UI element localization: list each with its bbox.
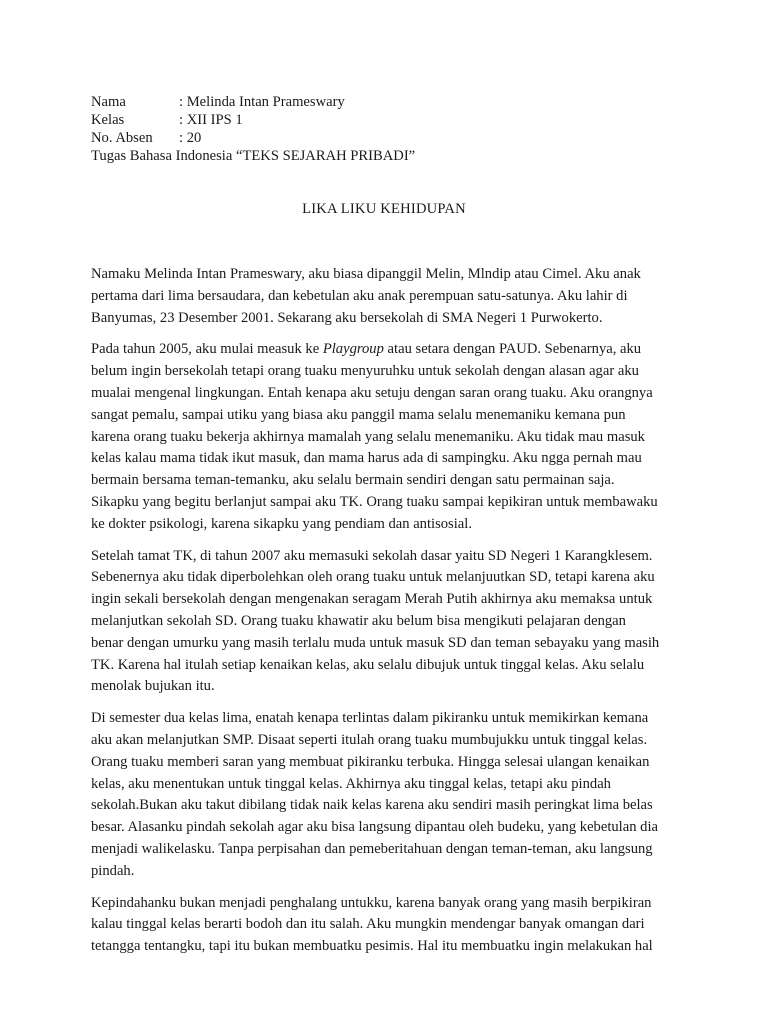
text-line: Sebenernya aku tidak diperbolehkan oleh orang tuaku untuk melanjuutkan SD, tetapi karena aku — [91, 569, 655, 586]
document-title: LIKA LIKU KEHIDUPAN — [302, 201, 466, 217]
text-line: besar. Alasanku pindah sekolah agar aku bisa langsung dipantau oleh budeku, yang kebetulan dia — [91, 819, 658, 836]
text-line: pertama dari lima bersaudara, dan kebetulan aku anak perempuan satu-satunya. Aku lahir di — [91, 287, 628, 304]
text-line: mualai mengenal lingkungan. Entah kenapa aku setuju dengan saran orang tuaku. Aku orangnya — [91, 384, 653, 401]
text-line: belum ingin bersekolah tetapi orang tuaku menyuruhku untuk sekolah dengan alasan agar aku — [91, 363, 639, 380]
text-line: ke dokter psikologi, karena sikapku yang pendiam dan antisosial. — [91, 515, 472, 532]
text-line: Kepindahanku bukan menjadi penghalang untukku, karena banyak orang yang masih berpikiran — [91, 894, 652, 911]
text-line: Banyumas, 23 Desember 2001. Sekarang aku bersekolah di SMA Negeri 1 Purwokerto. — [91, 309, 603, 326]
paragraph-1 — [91, 264, 691, 329]
text-line — [91, 339, 691, 361]
text-line: Orang tuaku memberi saran yang membuat pikiranku terbuka. Hingga selesai ulangan kenaikan — [91, 753, 650, 770]
body-text — [91, 264, 691, 968]
paragraph-4 — [91, 708, 691, 882]
text-line: pindah. — [91, 862, 135, 879]
info-row-absen — [91, 129, 415, 147]
text-line: bermain bersama teman-temanku, aku selalu bermain sendiri dengan satu permainan saja. — [91, 472, 615, 489]
text-line: Sikapku yang begitu berlanjut sampai aku TK. Orang tuaku sampai kepikiran untuk membawaku — [91, 493, 658, 510]
paragraph-2 — [91, 339, 691, 535]
name-value: : Melinda Intan Prameswary — [179, 94, 345, 110]
info-row-name — [91, 93, 415, 111]
paragraph-3 — [91, 546, 691, 699]
name-label: Nama — [91, 94, 126, 110]
text-line: menolak bujukan itu. — [91, 678, 215, 695]
text-line: sangat pemalu, sampai utiku yang biasa aku panggil mama selalu menemaniku kemana pun — [91, 406, 626, 423]
text-line: kelas kalau mama tidak ikut masuk, dan mama harus ada di sampingku. Aku ngga pernah mau — [91, 450, 642, 467]
text-line: sekolah.Bukan aku takut dibilang tidak naik kelas karena aku sendiri masih peringkat lima belas — [91, 797, 653, 814]
text-line: benar dengan umurku yang masih terlalu muda untuk masuk SD dan teman sebayaku yang masih — [91, 634, 660, 651]
absen-label: No. Absen — [91, 130, 153, 146]
text-line: TK. Karena hal itulah setiap kenaikan kelas, aku selalu dibujuk untuk tinggal kelas. Aku selalu — [91, 656, 645, 673]
text-line: karena orang tuaku bekerja akhirnya mamalah yang selalu menemaniku. Aku tidak mau masuk — [91, 428, 645, 445]
class-label: Kelas — [91, 112, 125, 128]
text-line: tetangga tentangku, tapi itu bukan membuatku pesimis. Hal itu membuatku ingin melakukan hal — [91, 938, 653, 955]
text-line: aku akan melanjutkan SMP. Disaat seperti itulah orang tuaku mumbujukku untuk tinggal kelas. — [91, 731, 648, 748]
text-segment: atau setara dengan PAUD. Sebenarnya, aku — [383, 341, 642, 358]
text-line: melanjutkan sekolah SD. Orang tuaku khawatir aku belum bisa mengikuti pelajaran dengan — [91, 612, 626, 629]
class-value: : XII IPS 1 — [179, 112, 243, 128]
text-line: Setelah tamat TK, di tahun 2007 aku memasuki sekolah dasar yaitu SD Negeri 1 Karangklesem. — [91, 547, 653, 564]
text-segment: Pada tahun 2005, aku mulai measuk ke — [91, 341, 323, 358]
text-line: Di semester dua kelas lima, enatah kenapa terlintas dalam pikiranku untuk memikirkan kemana — [91, 710, 649, 727]
info-row-class — [91, 111, 415, 129]
text-line: kalau tinggal kelas berarti bodoh dan itu salah. Aku mungkin mendengar banyak omangan dari — [91, 916, 645, 933]
text-line: menjadi walikelasku. Tanpa perpisahan dan pemeberitahuan dengan teman-teman, aku langsung — [91, 840, 653, 857]
text-line: kelas, aku menentukan untuk tinggal kelas. Akhirnya aku tinggal kelas, tetapi aku pindah — [91, 775, 611, 792]
absen-value: : 20 — [179, 130, 202, 146]
text-line: ingin sekali bersekolah dengan mengenakan seragam Merah Putih akhirnya aku memaksa untuk — [91, 591, 653, 608]
student-info — [91, 93, 415, 165]
task-line: Tugas Bahasa Indonesia “TEKS SEJARAH PRIBADI” — [91, 148, 416, 164]
paragraph-5 — [91, 893, 691, 958]
italic-term: Playgroup — [322, 341, 384, 358]
text-line: Namaku Melinda Intan Prameswary, aku biasa dipanggil Melin, Mlndip atau Cimel. Aku anak — [91, 266, 641, 282]
